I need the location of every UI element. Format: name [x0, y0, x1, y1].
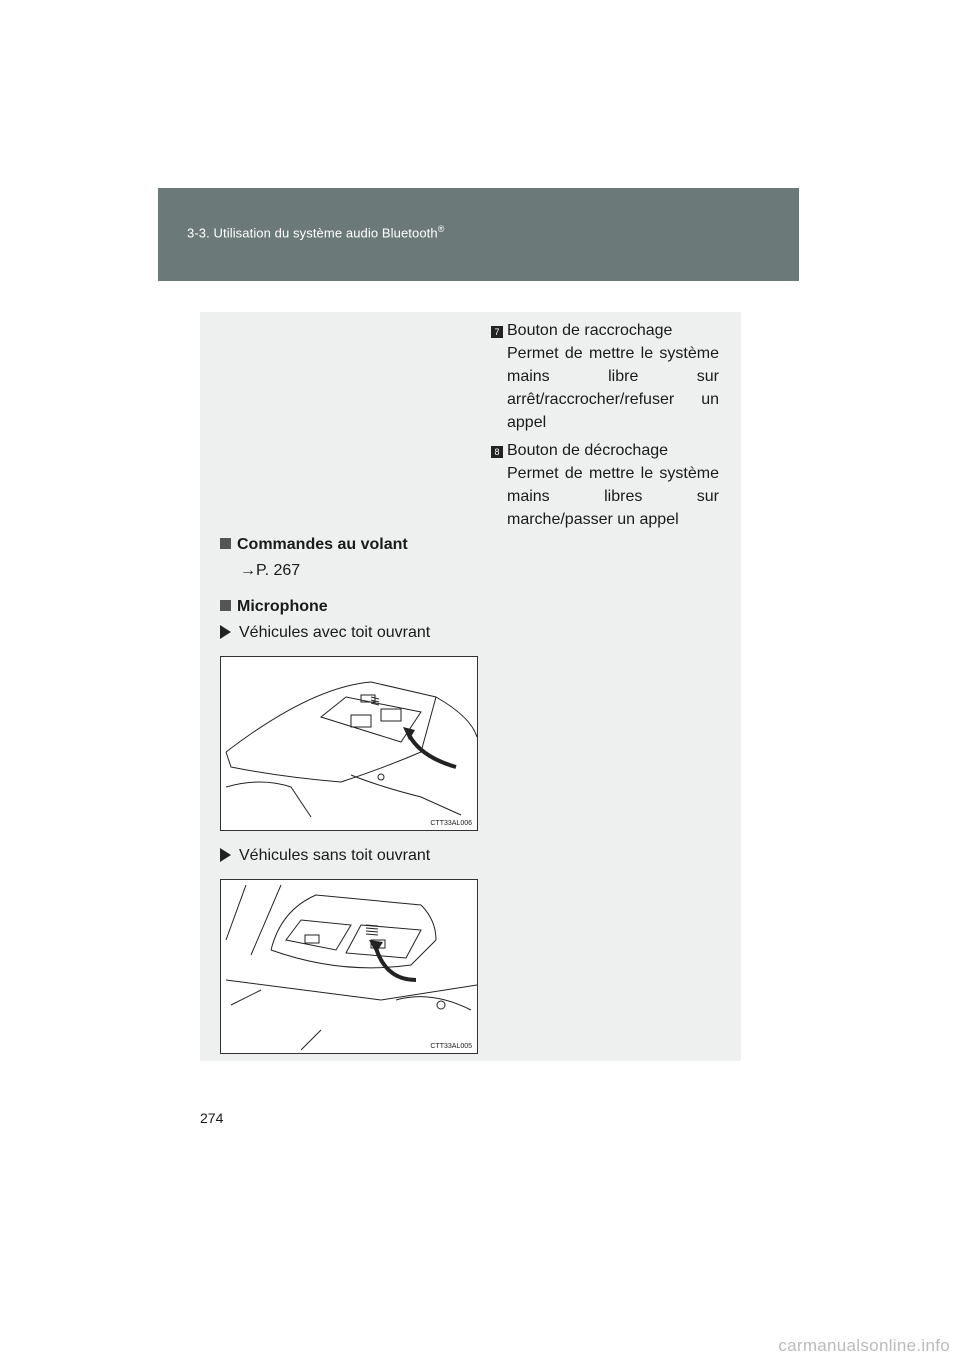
page-reference-link[interactable]: →P. 267 — [240, 562, 301, 579]
figure-code: CTT33AL005 — [430, 1043, 472, 1050]
triangle-bullet-icon — [220, 625, 231, 639]
overhead-console-illustration — [221, 880, 477, 1053]
square-bullet-icon — [220, 538, 231, 549]
overhead-console-illustration — [221, 657, 477, 830]
variant-label: Véhicules sans toit ouvrant — [239, 847, 431, 864]
microphone-heading — [220, 596, 482, 618]
content-panel — [200, 312, 741, 1061]
square-bullet-icon — [220, 600, 231, 611]
page-number: 274 — [200, 1110, 224, 1126]
steering-heading-text: Commandes au volant — [237, 536, 408, 553]
chapter-title — [187, 224, 444, 240]
item-title: Bouton de décrochage — [507, 442, 669, 459]
steering-heading — [220, 534, 482, 556]
microphone-heading-text: Microphone — [237, 598, 328, 615]
figure-code: CTT33AL006 — [430, 820, 472, 827]
chapter-title-text: 3-3. Utilisation du système audio Bluetooth — [187, 225, 438, 241]
variant-with-sunroof — [220, 622, 482, 644]
item-number-badge: 8 — [491, 446, 503, 458]
left-column — [220, 534, 482, 1068]
item-pick-up — [491, 440, 719, 531]
figure-without-sunroof — [220, 879, 478, 1054]
watermark: carmanualsonline.info — [778, 1336, 950, 1355]
variant-label: Véhicules avec toit ouvrant — [239, 624, 431, 641]
item-hang-up — [491, 320, 719, 434]
item-description: Permet de mettre le système mains libres sur marche/passer un appel — [507, 465, 719, 528]
triangle-bullet-icon — [220, 848, 231, 862]
chapter-header — [158, 188, 799, 281]
item-title: Bouton de raccrochage — [507, 322, 673, 339]
variant-without-sunroof — [220, 845, 482, 867]
figure-with-sunroof — [220, 656, 478, 831]
item-description: Permet de mettre le système mains libre sur arrêt/raccrocher/refuser un appel — [507, 345, 719, 431]
trademark-mark: ® — [437, 224, 445, 234]
item-number-badge: 7 — [491, 326, 503, 338]
button-descriptions — [491, 320, 719, 537]
